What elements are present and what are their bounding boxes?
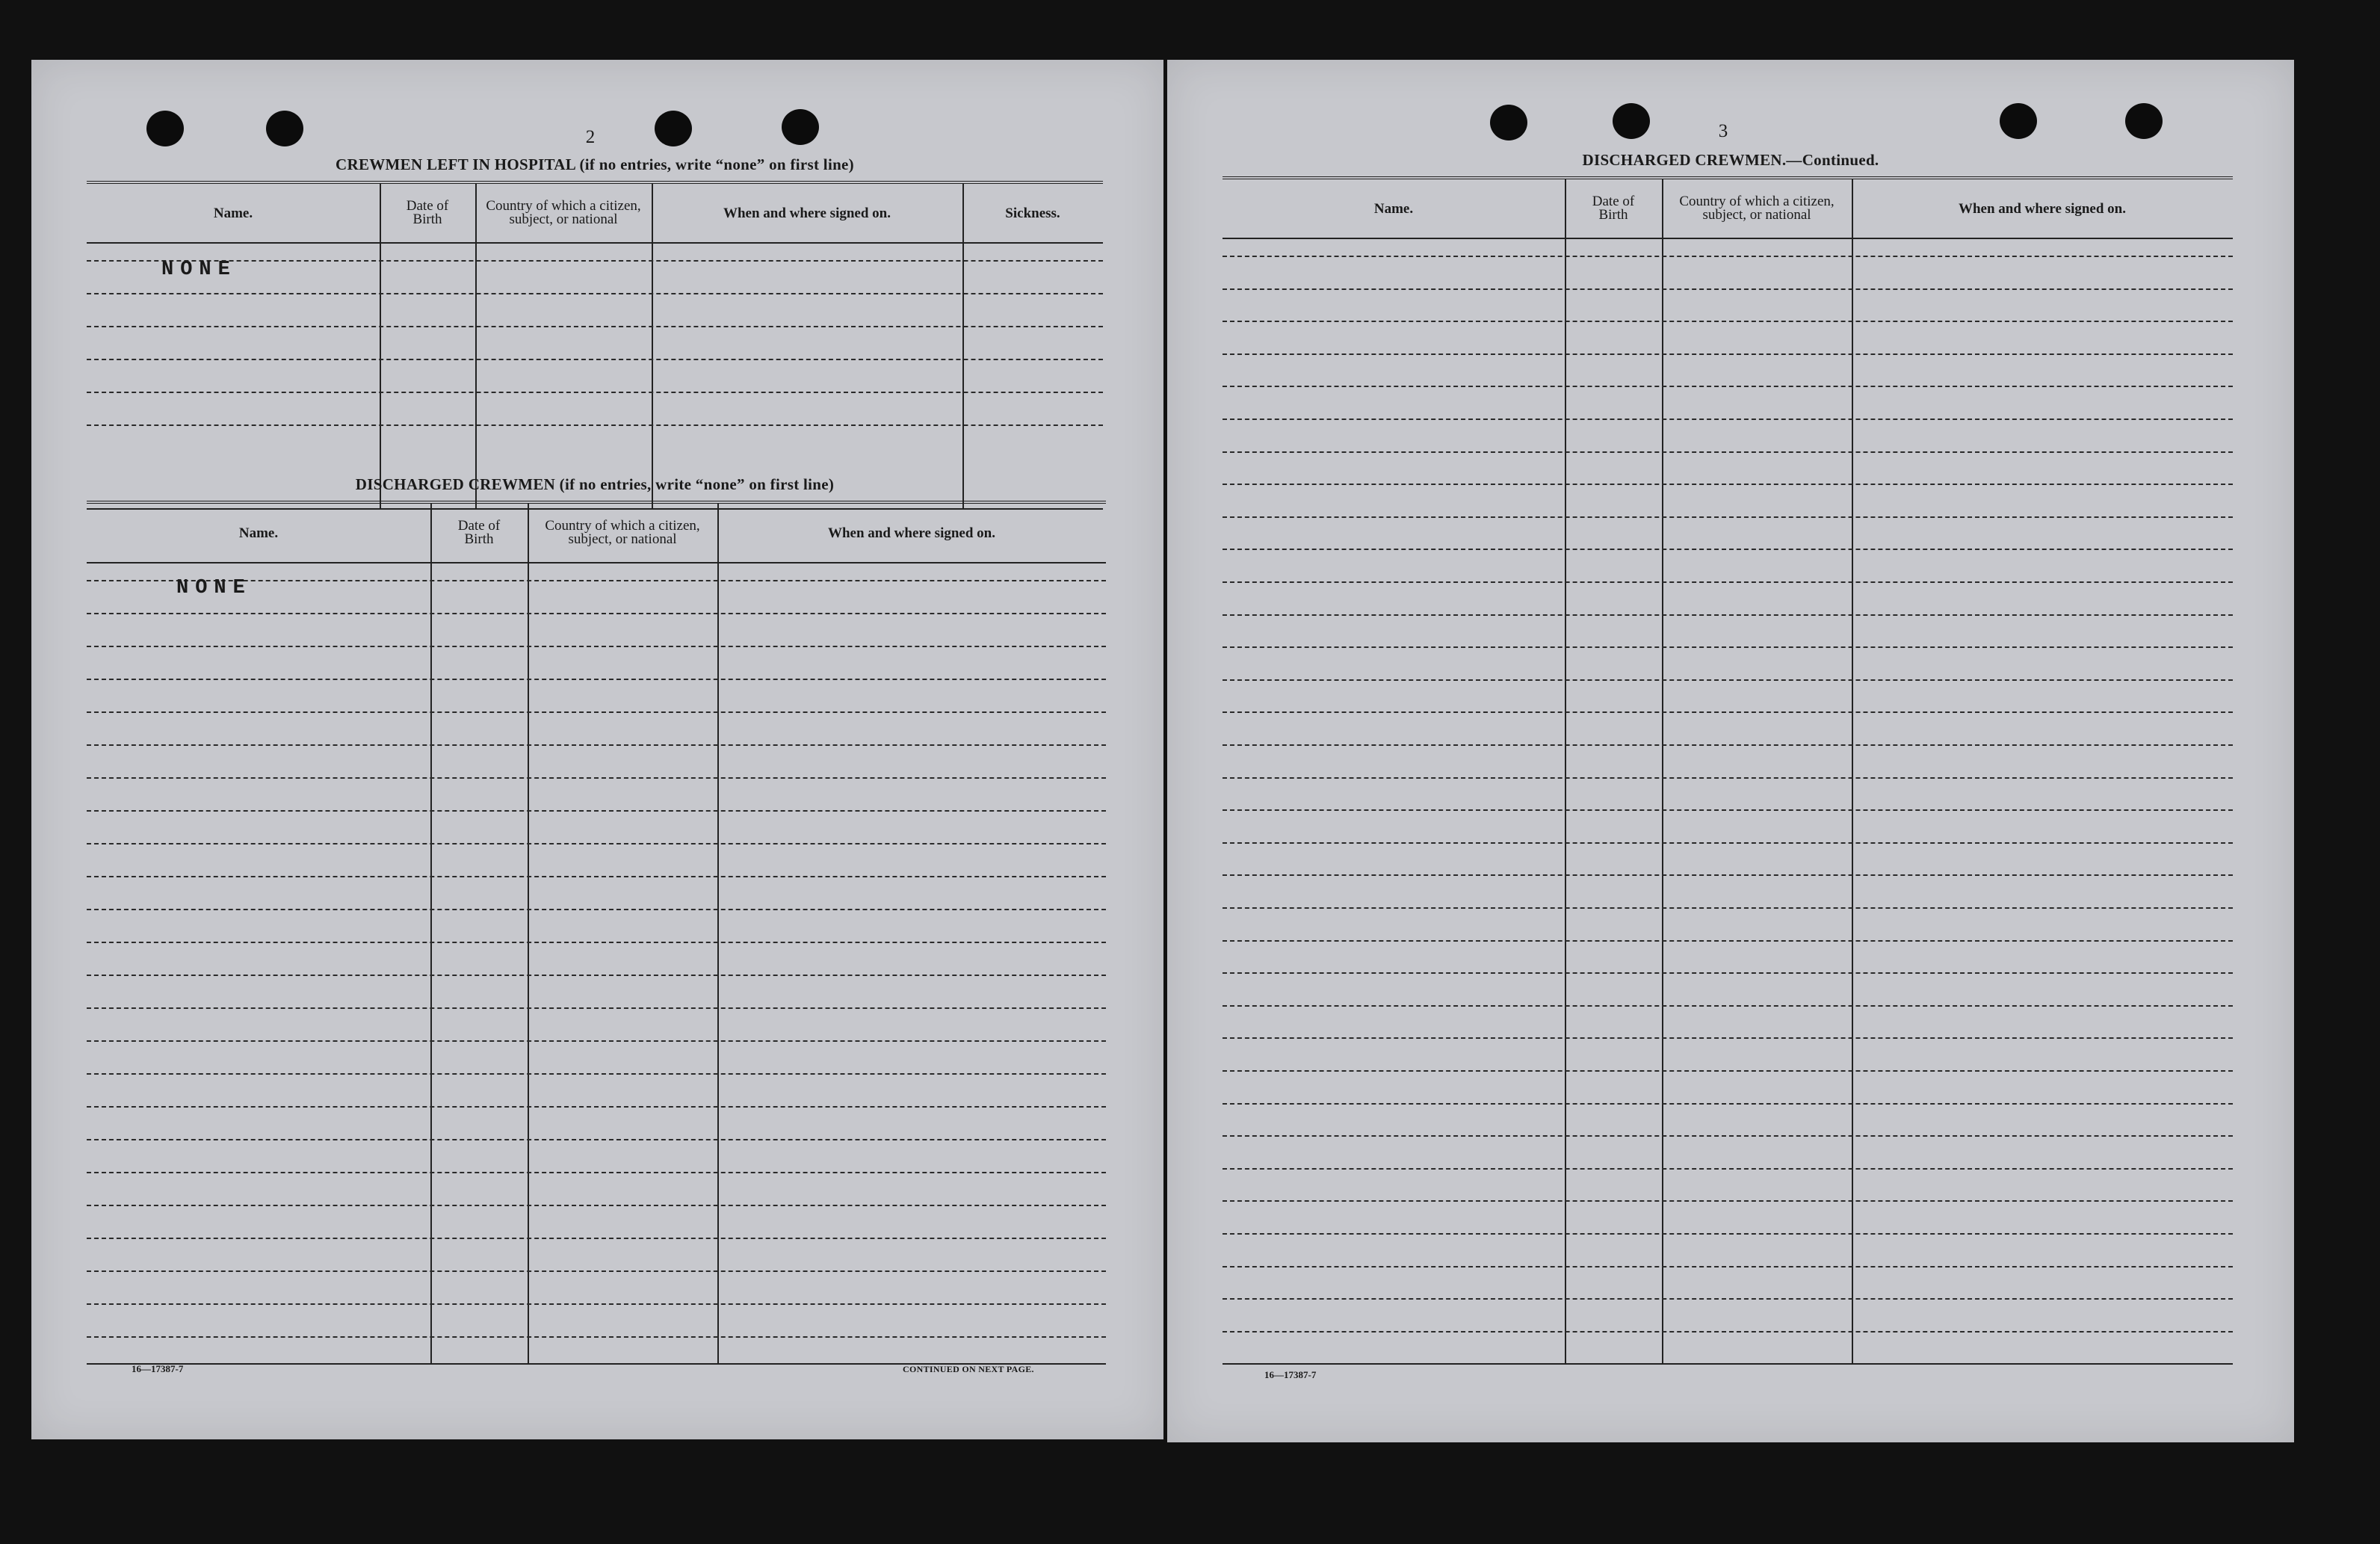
discharged-continued-header xyxy=(1223,179,2233,239)
discharged-continued-table xyxy=(1223,176,2233,1365)
ruled-line xyxy=(1223,1331,2233,1333)
ruled-line xyxy=(1223,1005,2233,1007)
column-header-name: Name. xyxy=(213,205,253,221)
ruled-line xyxy=(87,1238,1106,1239)
ruled-line xyxy=(1223,1103,2233,1105)
ruled-line xyxy=(87,1073,1106,1075)
punch-hole xyxy=(1613,103,1650,139)
ruled-line xyxy=(1223,1200,2233,1202)
ruled-line xyxy=(87,1040,1106,1042)
ruled-line xyxy=(1223,1298,2233,1300)
ruled-line xyxy=(1223,809,2233,811)
ruled-line xyxy=(1223,1266,2233,1267)
discharged-section-title: DISCHARGED CREWMEN (if no entries, write “none” on first line) xyxy=(355,475,835,493)
punch-hole xyxy=(146,111,184,146)
ruled-line xyxy=(1223,777,2233,779)
column-header-signed-on: When and where signed on. xyxy=(723,205,891,221)
ruled-line xyxy=(87,1205,1106,1206)
column-divider xyxy=(528,504,529,1363)
ruled-line xyxy=(1223,256,2233,257)
ruled-line xyxy=(87,1139,1106,1140)
ruled-line xyxy=(87,777,1106,779)
ruled-line xyxy=(87,1007,1106,1009)
right-page xyxy=(1167,60,2294,1442)
ruled-line xyxy=(1223,874,2233,876)
ruled-line xyxy=(1223,1233,2233,1235)
ruled-line xyxy=(1223,419,2233,420)
column-divider xyxy=(430,504,432,1363)
ruled-line xyxy=(1223,451,2233,453)
ruled-line xyxy=(1223,516,2233,518)
punch-hole xyxy=(2000,103,2037,139)
column-header-signed-on: When and where signed on. xyxy=(827,525,995,541)
form-number: 16—17387-7 xyxy=(1264,1369,1317,1380)
ruled-line xyxy=(1223,972,2233,974)
ruled-line xyxy=(1223,614,2233,616)
discharged-continued-title: DISCHARGED CREWMEN.—Continued. xyxy=(1582,151,1879,169)
ruled-line xyxy=(1223,386,2233,387)
punch-hole xyxy=(2125,103,2163,139)
ruled-line xyxy=(1223,1135,2233,1137)
discharged-entry-none: NONE xyxy=(176,577,252,599)
ruled-line xyxy=(1223,1037,2233,1039)
ruled-line xyxy=(87,942,1106,943)
ruled-line xyxy=(1223,679,2233,681)
column-divider xyxy=(380,184,381,508)
column-header-name: Name. xyxy=(1373,200,1414,217)
ruled-line xyxy=(87,260,1103,262)
ruled-line xyxy=(87,613,1106,614)
column-divider xyxy=(1662,179,1663,1363)
column-divider xyxy=(475,184,477,508)
discharged-table-header xyxy=(87,504,1106,563)
column-header-sickness: Sickness. xyxy=(1005,205,1060,221)
ruled-line xyxy=(87,1172,1106,1173)
ruled-line xyxy=(87,810,1106,812)
punch-hole xyxy=(266,111,303,146)
form-number: 16—17387-7 xyxy=(132,1363,184,1374)
ruled-line xyxy=(1223,646,2233,648)
ruled-line xyxy=(87,711,1106,713)
ruled-line xyxy=(1223,1070,2233,1072)
column-header-date-of-birth: Date of Birth xyxy=(406,198,449,227)
ruled-line xyxy=(87,424,1103,426)
ruled-line xyxy=(87,744,1106,746)
ruled-line xyxy=(1223,484,2233,485)
hospital-table xyxy=(87,181,1103,510)
ruled-line xyxy=(1223,321,2233,322)
ruled-line xyxy=(87,1336,1106,1338)
column-header-country: Country of which a citizen, subject, or national xyxy=(545,518,700,547)
ruled-line xyxy=(1223,581,2233,583)
hospital-entry-none: NONE xyxy=(161,259,237,281)
column-header-date-of-birth: Date of Birth xyxy=(457,518,501,547)
punch-hole xyxy=(1490,105,1527,140)
page-number: 2 xyxy=(585,127,596,147)
ruled-line xyxy=(1223,940,2233,942)
ruled-line xyxy=(87,646,1106,647)
column-divider xyxy=(962,184,964,508)
column-divider xyxy=(652,184,653,508)
ruled-line xyxy=(1223,288,2233,290)
ruled-line xyxy=(87,326,1103,327)
column-header-signed-on: When and where signed on. xyxy=(1958,200,2126,217)
ruled-line xyxy=(1223,842,2233,844)
page-number: 3 xyxy=(1718,121,1728,141)
discharged-table xyxy=(87,501,1106,1365)
ruled-line xyxy=(87,876,1106,877)
ruled-line xyxy=(87,1270,1106,1272)
column-divider xyxy=(1852,179,1853,1363)
ruled-line xyxy=(87,843,1106,844)
column-divider xyxy=(717,504,719,1363)
ruled-line xyxy=(1223,549,2233,550)
ruled-line xyxy=(87,909,1106,910)
ruled-line xyxy=(1223,744,2233,746)
ruled-line xyxy=(87,293,1103,294)
ruled-line xyxy=(87,359,1103,360)
continued-note: CONTINUED ON NEXT PAGE. xyxy=(903,1364,1034,1374)
left-page xyxy=(31,60,1163,1439)
ruled-line xyxy=(87,392,1103,393)
column-header-country: Country of which a citizen, subject, or national xyxy=(1679,194,1835,223)
hospital-section-title: CREWMEN LEFT IN HOSPITAL (if no entries, write “none” on first line) xyxy=(336,155,854,173)
ruled-line xyxy=(1223,1168,2233,1170)
ruled-line xyxy=(1223,907,2233,909)
ruled-line xyxy=(87,1106,1106,1108)
column-divider xyxy=(1565,179,1566,1363)
column-header-name: Name. xyxy=(238,525,279,541)
ruled-line xyxy=(1223,353,2233,355)
punch-hole xyxy=(782,109,819,145)
ruled-line xyxy=(87,975,1106,976)
punch-hole xyxy=(655,111,692,146)
ruled-line xyxy=(87,679,1106,680)
ruled-line xyxy=(1223,711,2233,713)
column-header-date-of-birth: Date of Birth xyxy=(1592,194,1635,223)
hospital-table-header xyxy=(87,184,1103,244)
ruled-line xyxy=(87,1303,1106,1305)
column-header-country: Country of which a citizen, subject, or national xyxy=(486,198,641,227)
